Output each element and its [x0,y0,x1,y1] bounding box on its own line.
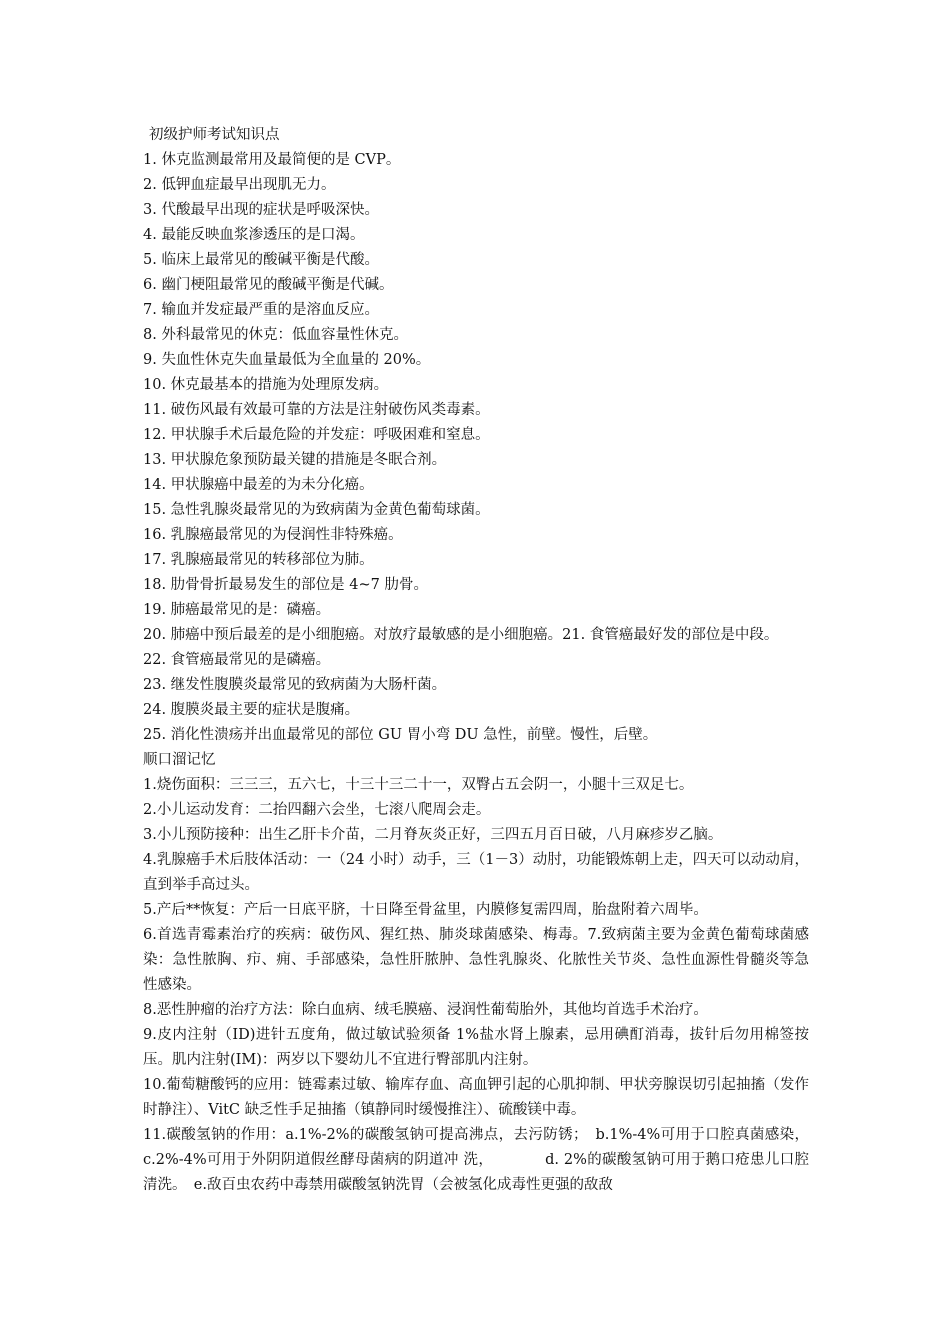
knowledge-item: 17. 乳腺癌最常见的转移部位为肺。 [143,552,374,568]
knowledge-item: 5. 临床上最常见的酸碱平衡是代酸。 [143,252,379,268]
knowledge-item: 1. 休克监测最常用及最简便的是 CVP。 [143,152,401,168]
knowledge-item: 22. 食管癌最常见的是磷癌。 [143,652,331,668]
mnemonic-item: 10.葡萄糖酸钙的应用：链霉素过敏、输库存血、高血钾引起的心肌抑制、甲状旁腺误切引起抽搐（发作时静注）、VitC 缺乏性手足抽搐（镇静同时缓慢推注）、硫酸镁中毒。 [143,1077,809,1118]
mnemonic-item: 4.乳腺癌手术后肢体活动：一（24 小时）动手，三（1－3）动肘，功能锻炼朝上走，四天可以动动肩，直到举手高过头。 [143,852,809,893]
mnemonic-item: 11.碳酸氢钠的作用：a.1%-2%的碳酸氢钠可提高沸点，去污防锈； b.1%-4%可用于口腔真菌感染，c.2%-4%可用于外阴阴道假丝酵母菌病的阴道冲 洗， d. 2%的碳酸氢钠可用于鹅口疮患儿口腔清洗。 e.敌百虫农药中毒禁用碳酸氢钠洗胃（会被氢化成毒性更强的敌敌 [143,1127,809,1193]
knowledge-item: 3. 代酸最早出现的症状是呼吸深快。 [143,202,379,218]
mnemonic-item: 9.皮内注射（ID)进针五度角，做过敏试验须备 1%盐水肾上腺素，忌用碘酊消毒，拔针后勿用棉签按压。肌内注射(IM)：两岁以下婴幼儿不宜进行臀部肌内注射。 [143,1027,809,1068]
knowledge-item: 15. 急性乳腺炎最常见的为致病菌为金黄色葡萄球菌。 [143,502,490,518]
knowledge-item: 23. 继发性腹膜炎最常见的致病菌为大肠杆菌。 [143,677,447,693]
knowledge-item: 25. 消化性溃疡并出血最常见的部位 GU 胃小弯 DU 急性，前壁。慢性，后壁。 [143,727,658,743]
knowledge-item: 13. 甲状腺危象预防最关键的措施是冬眠合剂。 [143,452,447,468]
mnemonic-item: 3.小儿预防接种：出生乙肝卡介苗，二月脊灰炎正好，三四五月百日破，八月麻疹岁乙脑。 [143,827,723,843]
knowledge-item: 12. 甲状腺手术后最危险的并发症：呼吸困难和窒息。 [143,427,490,443]
knowledge-item: 11. 破伤风最有效最可靠的方法是注射破伤风类毒素。 [143,402,490,418]
knowledge-item: 18. 肋骨骨折最易发生的部位是 4~7 肋骨。 [143,577,428,593]
knowledge-item: 4. 最能反映血浆渗透压的是口渴。 [143,227,365,243]
knowledge-item: 20. 肺癌中预后最差的是小细胞癌。对放疗最敏感的是小细胞癌。21. 食管癌最好发的部位是中段。 [143,627,779,643]
knowledge-item: 2. 低钾血症最早出现肌无力。 [143,177,336,193]
section-heading: 顺口溜记忆 [143,752,216,768]
mnemonic-item: 5.产后**恢复：产后一日底平脐，十日降至骨盆里，内膜修复需四周，胎盘附着六周毕。 [143,902,708,918]
knowledge-item: 10. 休克最基本的措施为处理原发病。 [143,377,389,393]
mnemonic-item: 8.恶性肿瘤的治疗方法：除白血病、绒毛膜癌、浸润性葡萄胎外，其他均首选手术治疗。 [143,1002,708,1018]
knowledge-item: 24. 腹膜炎最主要的症状是腹痛。 [143,702,360,718]
document-body [143,123,809,1198]
knowledge-item: 14. 甲状腺癌中最差的为未分化癌。 [143,477,374,493]
knowledge-item: 8. 外科最常见的休克：低血容量性休克。 [143,327,408,343]
knowledge-item: 16. 乳腺癌最常见的为侵润性非特殊癌。 [143,527,403,543]
mnemonic-item: 6.首选青霉素治疗的疾病：破伤风、猩红热、肺炎球菌感染、梅毒。7.致病菌主要为金黄色葡萄球菌感染：急性脓胸、疖、痈、手部感染，急性肝脓肿、急性乳腺炎、化脓性关节炎、急性血源性骨髓炎等急性感染。 [143,927,809,993]
knowledge-item: 6. 幽门梗阻最常见的酸碱平衡是代碱。 [143,277,394,293]
knowledge-item: 19. 肺癌最常见的是：磷癌。 [143,602,331,618]
mnemonic-item: 2.小儿运动发育：二抬四翻六会坐，七滚八爬周会走。 [143,802,491,818]
mnemonic-item: 1.烧伤面积：三三三，五六七，十三十三二十一，双臀占五会阴一，小腿十三双足七。 [143,777,694,793]
knowledge-item: 7. 输血并发症最严重的是溶血反应。 [143,302,379,318]
knowledge-list [143,148,809,748]
knowledge-item: 9. 失血性休克失血量最低为全血量的 20%。 [143,352,431,368]
mnemonic-list [143,773,809,1198]
document-title: 初级护师考试知识点 [149,127,280,143]
